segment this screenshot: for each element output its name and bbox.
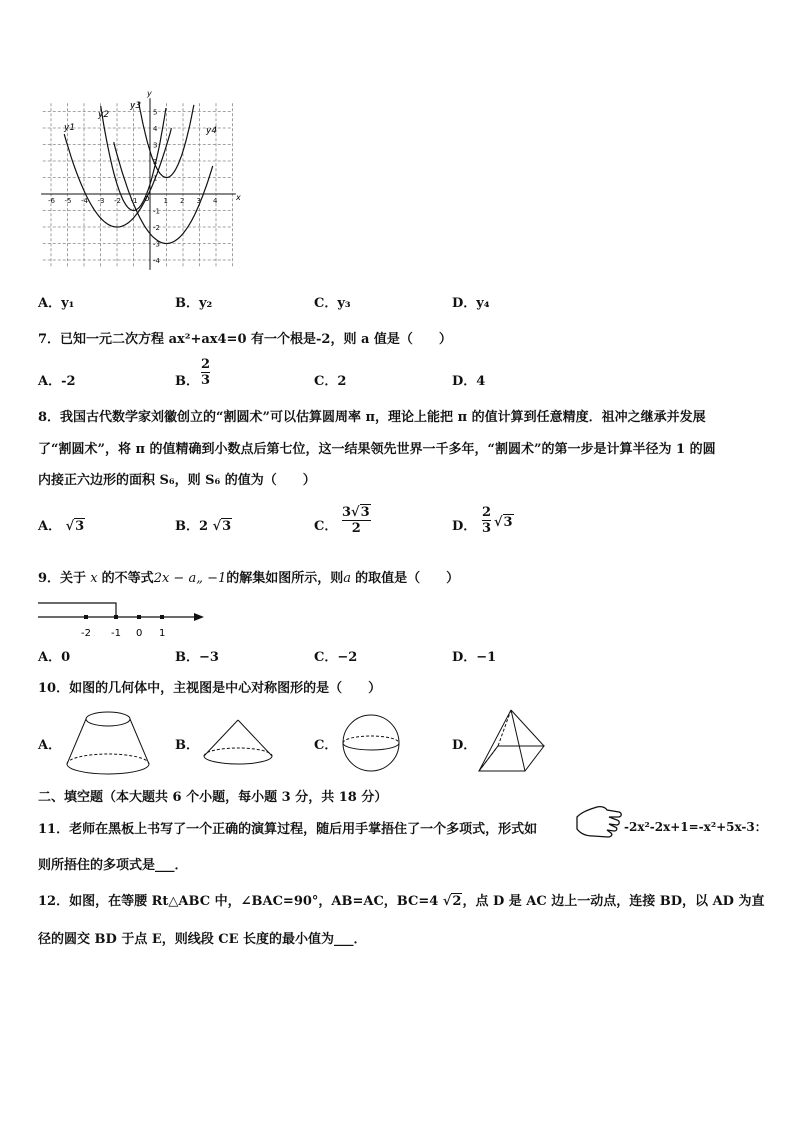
q12-stem-line2: 径的圆交 BD 于点 E，则线段 CE 长度的最小值为___． [38,932,367,947]
curve-label-y3: y3 [130,101,142,111]
q6-parabola-graph [38,90,250,272]
curve-label-y4: y4 [206,126,218,136]
x-tick-label: -6 [48,197,55,205]
q9-option-a[interactable]: A．0 [38,650,71,665]
x-tick-label: -5 [64,197,72,205]
q10-option-c[interactable]: C． [314,738,338,753]
q6-option-c[interactable]: C．y₃ [314,296,351,311]
x-tick-label: 3 [196,197,201,205]
curve-label-y2: y2 [98,110,110,120]
curve-label-y1: y1 [64,123,76,133]
numberline-tick-0: 0 [136,628,143,639]
q9-stem: 9．关于 x 的不等式2x − a„ −1的解集如图所示，则a 的取值是（ ） [38,571,460,586]
q9-option-b[interactable]: B．−3 [175,650,219,665]
origin-label: O [144,195,150,203]
q12-stem-line1: 12．如图，在等腰 Rt△ABC 中，∠BAC=90°，AB=AC，BC=4 √2，点 D 是 AC 边上一动点，连接 BD，以 AD 为直 [38,894,765,909]
x-axis-label: x [236,193,241,202]
q11-stem-b: -2x²-2x+1=-x²+5x-3： [624,820,767,834]
q10-option-b[interactable]: B． [175,738,199,753]
sphere-figure [340,713,402,773]
q8-option-d-radical: √3 [494,515,513,530]
y-tick-label: 1 [153,174,158,183]
x-tick-label: -2 [114,197,121,205]
y-tick-label: 3 [153,141,158,150]
y-tick-label: -4 [153,257,160,265]
y-tick-label: -2 [153,224,160,232]
y-tick-label: 2 [153,158,158,166]
q8-stem-line2: 了“割圆术”，将 π 的值精确到小数点后第七位，这一结果领先世界一千多年，“割圆术”的第一步是计算半径为 1 的圆 [38,442,716,457]
q8-option-a[interactable]: A． √3 [38,519,85,534]
q7-option-c[interactable]: C．2 [314,374,347,389]
q6-option-a[interactable]: A．y₁ [38,296,75,311]
q6-option-b[interactable]: B．y₂ [175,296,213,311]
q7-option-a[interactable]: A．-2 [38,374,76,389]
q8-stem-line1: 8．我国古代数学家刘徽创立的“割圆术”可以估算圆周率 π，理论上能把 π 的值计算到任意精度．祖冲之继承并发展 [38,410,706,425]
x-tick-label: 1 [163,197,168,205]
q11-stem-c: 则所捂住的多项式是___． [38,858,188,873]
x-tick-label: -3 [97,197,105,205]
q7-option-b-fraction: 2 3 [201,357,211,388]
q7-option-b-label[interactable]: B． [175,374,199,389]
frustum-figure [64,707,152,777]
y-axis-label: y [147,90,152,98]
y-tick-label: -3 [153,240,160,249]
q8-option-d-label[interactable]: D． [452,519,477,534]
q10-option-a[interactable]: A． [38,738,62,753]
q8-option-c-fraction: 3√3 2 [342,505,370,536]
q10-option-d[interactable]: D． [452,738,477,753]
q9-number-line [38,594,210,640]
q8-option-c-label[interactable]: C． [314,519,338,534]
q9-option-d[interactable]: D．−1 [452,650,497,665]
q7-option-d[interactable]: D．4 [452,374,486,389]
q8-option-b[interactable]: B．2 √3 [175,519,232,534]
q9-option-c[interactable]: C．−2 [314,650,358,665]
y-tick-label: 4 [153,125,158,133]
numberline-tick-1: 1 [159,628,166,639]
q7-stem: 7．已知一元二次方程 ax²+ax4=0 有一个根是-2，则 a 值是（ ） [38,332,452,347]
q8-option-d-fraction: 2 3 [482,505,492,536]
q11-stem-a: 11．老师在黑板上书写了一个正确的演算过程，随后用手掌捂住了一个多项式，形式如 [38,822,538,837]
cone-figure [201,718,275,768]
y-tick-label: 5 [153,108,158,117]
x-tick-label: -4 [81,197,88,205]
section-2-heading: 二、填空题（本大题共 6 个小题，每小题 3 分，共 18 分） [38,790,388,805]
pyramid-figure [476,708,548,776]
y-tick-label: -1 [153,207,160,216]
hand-icon [575,803,623,843]
x-tick-label: 4 [213,197,218,205]
x-tick-label: -1 [130,197,138,205]
q10-stem: 10．如图的几何体中，主视图是中心对称图形的是（ ） [38,681,382,696]
graph-curves [64,102,213,243]
numberline-tick-neg2: -2 [81,628,91,639]
numberline-tick-neg1: -1 [111,628,121,639]
q8-stem-line3: 内接正六边形的面积 S₆，则 S₆ 的值为（ ） [38,473,316,488]
x-tick-label: 2 [180,197,185,205]
q6-option-d[interactable]: D．y₄ [452,296,490,311]
